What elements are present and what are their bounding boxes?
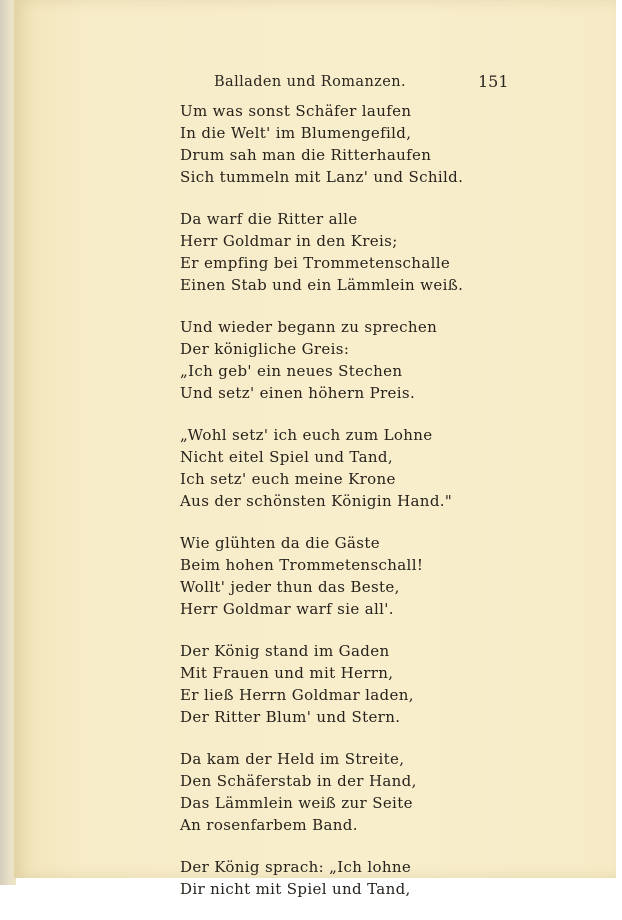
book-page xyxy=(14,0,616,898)
verse-line: Dir nicht mit Spiel und Tand, xyxy=(180,880,411,898)
stanza xyxy=(180,532,600,620)
verse-line: „Ich geb' ein neues Stechen xyxy=(180,362,403,380)
verse-line: Beim hohen Trommetenschall! xyxy=(180,556,424,574)
verse-line: Er empfing bei Trommetenschalle xyxy=(180,254,451,272)
stanza xyxy=(180,856,600,900)
stanza xyxy=(180,640,600,728)
verse-line: Da warf die Ritter alle xyxy=(180,210,358,228)
running-title: Balladen und Romanzen. xyxy=(214,74,406,90)
verse-line: Nicht eitel Spiel und Tand, xyxy=(180,448,393,466)
verse-line: Der König stand im Gaden xyxy=(180,642,390,660)
verse-line: Das Lämmlein weiß zur Seite xyxy=(180,794,413,812)
stanza xyxy=(180,208,600,296)
verse-line: Und setz' einen höhern Preis. xyxy=(180,384,416,402)
verse-line: Der König sprach: „Ich lohne xyxy=(180,858,412,876)
poem-body xyxy=(180,100,600,920)
verse-line: „Wohl setz' ich euch zum Lohne xyxy=(180,426,433,444)
verse-line: Sich tummeln mit Lanz' und Schild. xyxy=(180,168,464,186)
verse-line: An rosenfarbem Band. xyxy=(180,816,358,834)
verse-line: Einen Stab und ein Lämmlein weiß. xyxy=(180,276,464,294)
verse-line: Herr Goldmar warf sie all'. xyxy=(180,600,394,618)
stanza xyxy=(180,748,600,836)
verse-line: Mit Frauen und mit Herrn, xyxy=(180,664,394,682)
verse-line: Um was sonst Schäfer laufen xyxy=(180,102,412,120)
page-number: 151 xyxy=(478,72,509,91)
verse-line: Da kam der Held im Streite, xyxy=(180,750,405,768)
verse-line: Er ließ Herrn Goldmar laden, xyxy=(180,686,414,704)
verse-line: Ich setz' euch meine Krone xyxy=(180,470,396,488)
verse-line: Der Ritter Blum' und Stern. xyxy=(180,708,401,726)
verse-line: Herr Goldmar in den Kreis; xyxy=(180,232,398,250)
stanza xyxy=(180,424,600,512)
verse-line: Aus der schönsten Königin Hand." xyxy=(180,492,453,510)
verse-line: Drum sah man die Ritterhaufen xyxy=(180,146,432,164)
verse-line: Wollt' jeder thun das Beste, xyxy=(180,578,400,596)
verse-line: Der königliche Greis: xyxy=(180,340,350,358)
verse-line: Den Schäferstab in der Hand, xyxy=(180,772,417,790)
stanza xyxy=(180,100,600,188)
verse-line: In die Welt' im Blumengefild, xyxy=(180,124,412,142)
verse-line: Und wieder begann zu sprechen xyxy=(180,318,438,336)
stanza xyxy=(180,316,600,404)
verse-line: Wie glühten da die Gäste xyxy=(180,534,380,552)
